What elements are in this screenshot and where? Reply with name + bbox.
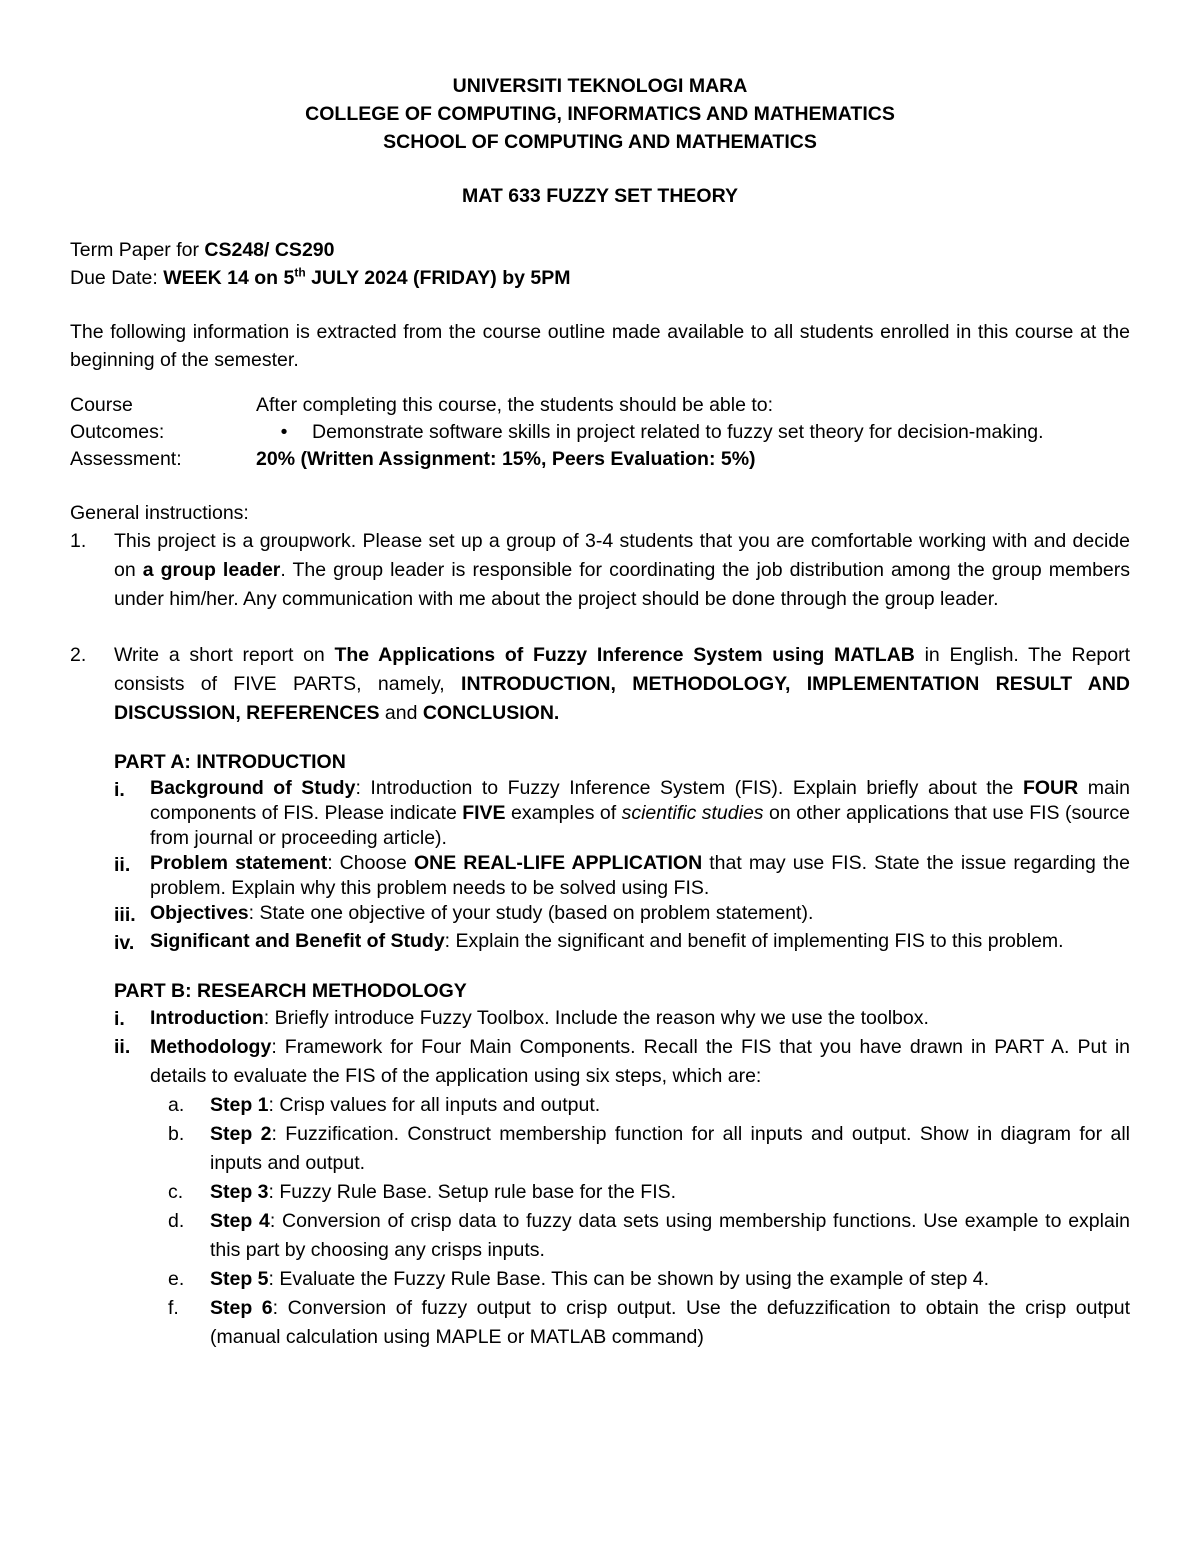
step-description: : Crisp values for all inputs and output. <box>268 1094 601 1116</box>
item-number: 2. <box>70 644 87 666</box>
step-letter: e. <box>168 1268 185 1290</box>
instruction-item-1 <box>70 527 1130 614</box>
outcome-bullet <box>256 419 1130 446</box>
roman-number: ii. <box>114 854 131 876</box>
step-head: Step 2 <box>210 1123 272 1145</box>
step-text <box>210 1294 1130 1352</box>
item2-text-c: in English. The Report consists of FIVE PARTS, namely, <box>114 644 1131 695</box>
item2-text-e: and <box>379 702 423 724</box>
term-programs: CS248/ CS290 <box>204 239 335 261</box>
methodology-steps <box>114 1091 1130 1352</box>
due-prefix: Due Date: <box>70 267 164 289</box>
due-date-b: JULY 2024 (FRIDAY) by 5PM <box>305 267 571 289</box>
step-item <box>168 1178 1130 1207</box>
item1-text-b: a group leader <box>142 559 281 581</box>
step-text <box>210 1120 1130 1178</box>
roman-number: i. <box>114 779 125 801</box>
due-line <box>70 264 1130 292</box>
general-instructions-heading: General instructions: <box>70 502 249 524</box>
item-head: Objectives <box>150 902 249 924</box>
term-line <box>70 236 1130 264</box>
roman-number: iii. <box>114 904 136 926</box>
step-text <box>210 1178 1130 1207</box>
item-head: Methodology <box>150 1036 272 1058</box>
part-a-item-iv: iv. Significant and Benefit of Study: Explain the significant and benefit of implementing FIS to this problem. <box>114 929 1130 957</box>
part-b-title: PART B: RESEARCH METHODOLOGY <box>114 980 467 1002</box>
step-item <box>168 1265 1130 1294</box>
step-text <box>210 1091 1130 1120</box>
part-a-section <box>114 748 1130 957</box>
term-prefix: Term Paper for <box>70 239 205 261</box>
item1-text-a: This project is a groupwork. Please set up a group of 3-4 students that you are comfortable working with and decide on <box>114 530 1130 581</box>
step-description: : Conversion of crisp data to fuzzy data sets using membership functions. Use example to explain this part by choosing any crisps inputs. <box>210 1210 1130 1261</box>
step-head: Step 4 <box>210 1210 270 1232</box>
part-a-item-i: i. Background of Study: Introduction to Fuzzy Inference System (FIS). Explain briefly about the FOUR main components of FIS. Please indicate FIVE examples of scientific studies on other applications that use FIS (source from journal or proceeding article). <box>114 777 1131 849</box>
step-letter: c. <box>168 1181 184 1203</box>
item-number: 1. <box>70 530 87 552</box>
step-description: : Evaluate the Fuzzy Rule Base. This can be shown by using the example of step 4. <box>268 1268 989 1290</box>
roman-number: iv. <box>114 932 135 954</box>
part-b-section <box>114 977 1130 1352</box>
due-date-a: WEEK 14 on 5 <box>163 267 295 289</box>
outcomes-lead: After completing this course, the students should be able to: <box>256 394 774 416</box>
item1-text-c: . The group leader is responsible for coordinating the job distribution among the group members under him/her. Any communication with me about the project should be done through the group leader. <box>114 559 1130 610</box>
step-letter: d. <box>168 1210 185 1232</box>
course-outcomes-table <box>70 392 1130 473</box>
step-head: Step 1 <box>210 1094 269 1116</box>
assessment-label: Assessment: <box>70 448 182 470</box>
step-item <box>168 1091 1130 1120</box>
bullet-icon: • <box>280 421 288 443</box>
step-text <box>210 1207 1130 1265</box>
due-date-sup: th <box>294 265 306 280</box>
part-b-item-i: i. Introduction: Briefly introduce Fuzzy Toolbox. Include the reason why we use the toolbox. <box>114 1005 1130 1033</box>
step-head: Step 5 <box>210 1268 269 1290</box>
step-text <box>210 1265 1130 1294</box>
step-head: Step 6 <box>210 1297 273 1319</box>
university-name: UNIVERSITI TEKNOLOGI MARA <box>452 75 748 97</box>
step-item <box>168 1120 1130 1178</box>
outcomes-label-2: Outcomes: <box>70 421 165 443</box>
step-letter: f. <box>168 1297 179 1319</box>
step-description: : Fuzzification. Construct membership function for all inputs and output. Show in diagram for all inputs and output. <box>210 1123 1130 1174</box>
item2-text-d: INTRODUCTION, METHODOLOGY, IMPLEMENTATION RESULT AND DISCUSSION, REFERENCES <box>114 673 1130 724</box>
roman-number: i. <box>114 1008 125 1030</box>
item2-text-a: Write a short report on <box>114 644 335 666</box>
item-head: Problem statement <box>150 852 328 874</box>
part-a-item-iii: iii. Objectives: State one objective of your study (based on problem statement). <box>114 901 1130 929</box>
item2-text-f: CONCLUSION. <box>422 702 560 724</box>
intro-paragraph: The following information is extracted from the course outline made available to all students enrolled in this course at the beginning of the semester. <box>70 321 1130 371</box>
step-item <box>168 1294 1130 1352</box>
part-a-title: PART A: INTRODUCTION <box>114 751 346 773</box>
outcome-text: Demonstrate software skills in project related to fuzzy set theory for decision-making. <box>312 421 1044 443</box>
step-item <box>168 1207 1130 1265</box>
document-page <box>70 70 1130 1352</box>
step-description: : Fuzzy Rule Base. Setup rule base for the FIS. <box>268 1181 677 1203</box>
step-description: : Conversion of fuzzy output to crisp output. Use the defuzzification to obtain the crisp output (manual calculation using MAPLE or MATLAB command) <box>210 1297 1130 1348</box>
item-head: Introduction <box>150 1007 264 1029</box>
college-name: COLLEGE OF COMPUTING, INFORMATICS AND MATHEMATICS <box>305 103 895 125</box>
assessment-value: 20% (Written Assignment: 15%, Peers Evaluation: 5%) <box>256 448 756 470</box>
item2-text-b: The Applications of Fuzzy Inference System using MATLAB <box>334 644 915 666</box>
item-head: Background of Study <box>150 777 356 799</box>
outcomes-label-1: Course <box>70 394 133 416</box>
part-b-item-ii: ii. Methodology: Framework for Four Main Components. Recall the FIS that you have drawn in PART A. Put in details to evaluate the FIS of the application using six steps, which are: <box>114 1033 1130 1091</box>
item-head: Significant and Benefit of Study <box>150 930 445 952</box>
roman-number: ii. <box>114 1036 131 1058</box>
instruction-item-2 <box>70 641 1130 728</box>
part-a-item-ii: ii. Problem statement: Choose ONE REAL-LIFE APPLICATION that may use FIS. State the issue regarding the problem. Explain why this problem needs to be solved using FIS. <box>114 852 1130 899</box>
course-title: MAT 633 FUZZY SET THEORY <box>462 185 738 207</box>
step-letter: b. <box>168 1123 185 1145</box>
step-head: Step 3 <box>210 1181 269 1203</box>
step-letter: a. <box>168 1094 185 1116</box>
school-name: SCHOOL OF COMPUTING AND MATHEMATICS <box>383 131 817 153</box>
